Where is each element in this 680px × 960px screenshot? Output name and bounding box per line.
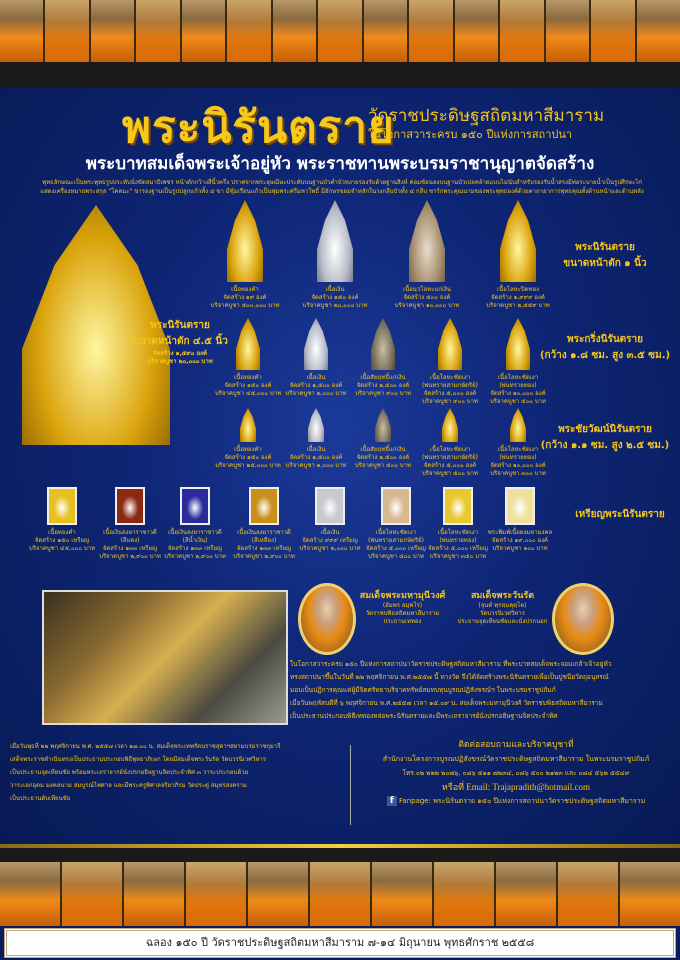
monk-photo: [182, 0, 225, 62]
amulet-image: [506, 318, 530, 370]
amulet-price: บริจาคบูชา ๕๐๐,๐๐๐ บาท: [210, 302, 280, 309]
monk-photo: [558, 862, 618, 926]
group-size: ขนาดหน้าตัก ๑ นิ้ว: [563, 258, 647, 269]
occasion: ในโอกาสวาระครบ ๑๕๐ ปีแห่งการสถาปนา: [368, 128, 573, 141]
contact-email[interactable]: หรือที่ Email: Trajapradith@hotmail.com: [441, 782, 591, 792]
amulet-image: [438, 318, 462, 370]
history-line: มอบเป็นปฏิการคุณแด่ผู้มีจิตศรัทธาบริจาคทรัพย์สมทบทุนบูรณปฏิสังขรณ์ฯ ในพระบรมราชูปถัมภ์: [290, 686, 556, 694]
amulet-qty: จัดสร้าง ๑๓๓ เหรียญ: [167, 545, 223, 552]
photo-caption: [499, 62, 544, 88]
group-size: (กว้าง ๑.๘ ซม. สูง ๓.๕ ซม.): [539, 350, 671, 361]
amulet-name: เนื้อโลหะชัดเงา: [497, 446, 539, 453]
photo-caption: [544, 62, 589, 88]
bottom-photo-strip: [0, 862, 680, 926]
photo-caption: [136, 62, 181, 88]
monk-photo: [434, 862, 494, 926]
royal-permission: พระบาทสมเด็จพระเจ้าอยู่หัว พระราชทานพระบรมราชานุญาตจัดสร้าง: [85, 154, 595, 174]
ceremony-line: เป็นประธานดับเทียนชัย: [10, 795, 71, 802]
amulet-qty: จัดสร้าง ๑๓๓ เหรียญ: [102, 545, 158, 552]
amulet-name: เนื้อโลหะชัดเงา: [429, 374, 471, 381]
amulet-qty: จัดสร้าง ๕,๐๐๐ องค์: [423, 462, 477, 469]
amulet-price: บริจาคบูชา ๒,๐๐๐ บาท: [285, 390, 347, 397]
monk-photo: [227, 0, 270, 62]
amulet-price: บริจาคบูชา ๔๐๐ บาท: [368, 553, 424, 560]
ceremony-paragraph: [10, 740, 350, 805]
history-line: ในโอกาสวาระครบ ๑๕๐ ปีแห่งการสถาปนาวัดราชประดิษฐสถิตมหาสีมาราม ที่พระบาทสมเด็จพระจอมเกล้าเจ้าอยู่หัว: [290, 660, 612, 668]
amulet-qty: จัดสร้าง ๑๕๐ องค์: [311, 294, 359, 301]
monk-role: ประธานจุดเทียนชัยและนั่งปรกนอก: [457, 618, 548, 625]
photo-caption: [0, 62, 45, 88]
amulet-name: เนื้อทองคำ: [231, 286, 259, 293]
amulet-name: เนื้อโลหะชัดเงา: [429, 446, 471, 453]
ceremony-photo: [42, 590, 288, 725]
amulet-qty: จัดสร้าง ๑๙ องค์: [223, 294, 267, 301]
photo-caption: [247, 848, 309, 862]
monk-photo: [364, 0, 407, 62]
group-title: เหรียญพระนิรันตราย: [575, 509, 665, 520]
amulet-price: บริจาคบูชา ๑๐,๐๐๐ บาท: [394, 302, 460, 309]
monk-real-name: (อัมพร อมฺพโร): [382, 602, 423, 609]
monk-photo: [0, 0, 43, 62]
description: [12, 178, 672, 196]
monk-photo: [620, 862, 680, 926]
monk-photo: [91, 0, 134, 62]
monk-photo: [409, 0, 452, 62]
amulet-image: [304, 318, 328, 370]
description-line: พุทธลักษณะเป็นพระพุทธรูปประทับนั่งขัดสมาธิเพชร หน้าตักกว้างสี่นิ้วครึ่ง ปราศจากพระอุษณีษะประดับบนฐานบัวค่ำบัวหงายรองรับด้วยฐานสิงห์ ค่อมซ้อนลงบนฐานบัวเปลคล้ายแบบไม่นับสำหรับรองรับน้ำสรงมีท่อระบายน้ำเป็นรูปศีรษะไก่: [42, 179, 642, 186]
main-statue-name: พระนิรันตราย: [150, 320, 210, 331]
photo-caption: [618, 848, 680, 862]
fanpage-link[interactable]: [355, 794, 677, 808]
history-paragraph: [290, 658, 678, 723]
amulet-name: เนื้อเงิน: [306, 374, 326, 381]
amulet-qty: จัดสร้าง ๑๐,๐๐๐ องค์: [490, 390, 546, 397]
amulet-price: บริจาคบูชา ๕๐๐ บาท: [422, 470, 478, 477]
amulet-qty: จัดสร้าง ๑๐,๐๐๐ องค์: [490, 462, 546, 469]
amulet-qty: จัดสร้าง ๙๙๙ เหรียญ: [302, 537, 358, 544]
group-label: [530, 240, 680, 272]
monk-photo: [496, 862, 556, 926]
group-label: [560, 507, 680, 523]
amulet-price: บริจาคบูชา ๔๕,๐๐๐ บาท: [214, 390, 282, 397]
amulet-price: บริจาคบูชา ๑,๐๐๐ บาท: [285, 462, 347, 469]
amulet-name: เนื้อโลหะชัดเงา: [437, 529, 479, 536]
photo-caption: [317, 62, 362, 88]
amulet-price: บริจาคบูชา ๕๐๐ บาท: [355, 462, 411, 469]
photo-caption: [408, 62, 453, 88]
amulet-name: เนื้อทองคำ: [48, 529, 76, 536]
amulet-name: เนื้อโลหะปิดทอง: [496, 286, 540, 293]
top-photo-strip: [0, 0, 680, 62]
amulet-qty: จัดสร้าง ๑,๕๐๐ องค์: [289, 382, 343, 389]
monk-name: สมเด็จพระวันรัต: [470, 591, 535, 601]
footer-banner: ฉลอง ๑๕๐ ปี วัดราชประดิษฐสถิตมหาสีมาราม ๗-๑๔ มิถุนายน พุทธศักราช ๒๕๕๘: [4, 928, 676, 958]
monk-photo: [124, 862, 184, 926]
amulet-image: [381, 487, 411, 525]
amulet-qty: จัดสร้าง ๕,๐๐๐ องค์: [423, 390, 477, 397]
main-statue-qty: จัดสร้าง ๑,๕๙๐ องค์: [152, 350, 207, 357]
amulet-item: [290, 200, 380, 310]
amulet-qty: จัดสร้าง ๑๕๐ องค์: [224, 454, 272, 461]
amulet-qty: จัดสร้าง ๑๕๐ องค์: [224, 382, 272, 389]
group-size: (กว้าง ๑.๑ ซม. สูง ๒.๕ ซม.): [540, 440, 670, 451]
history-line: เป็นประธานประกอบพิธีเททองหล่อพระนิรันตรายและมีพระเถราจารย์นั่งปรกอธิษฐานจิตประจำทิศ: [290, 712, 558, 720]
monk-photo: [45, 0, 88, 62]
photo-caption: [45, 62, 90, 88]
amulet-image: [443, 487, 473, 525]
monk-temple: วัดราชบพิธสถิตมหาสีมาราม: [365, 610, 440, 617]
monk-role: ประธานเททอง: [383, 618, 422, 625]
fanpage-text: Fanpage: พระนิรันตราย ๑๕๐ ปีแห่งการสถาปนาวัดราชประดิษฐสถิตมหาสีมาราม: [399, 797, 646, 805]
amulet-name: เนื้อทองคำ: [234, 446, 262, 453]
amulet-qty: จัดสร้าง ๑๙,๐๐๐ องค์: [491, 537, 549, 544]
amulet-item: [382, 200, 472, 310]
amulet-image: [371, 318, 395, 370]
amulet-name: (พ่นทรายสามกษัตริย์): [421, 454, 478, 461]
amulet-price: บริจาคบูชา ๑๐๐ บาท: [492, 545, 548, 552]
monk-temple: วัดบวรนิเวศวิหาร: [480, 610, 525, 617]
amulet-name: เนื้อโลหะชัดเงา: [497, 374, 539, 381]
amulet-price: บริจาคบูชา ๒,๐๐๐ บาท: [299, 545, 361, 552]
contact-block: [355, 738, 677, 808]
amulet-name: เนื้อทองคำ: [234, 374, 262, 381]
ceremony-line: เป็นประธานจุดเทียนชัย พร้อมพระเถราจารย์นั่งปรกอธิษฐานจิตประจำทิศ ๓ วาระประกอบด้วย: [10, 769, 249, 776]
monk-photo: [62, 862, 122, 926]
amulet-image: [510, 408, 526, 442]
facebook-icon: f: [387, 796, 397, 806]
amulet-price: บริจาคบูชา ๙๐๐ บาท: [355, 390, 411, 397]
monk-photo: [273, 0, 316, 62]
photo-caption: [589, 62, 634, 88]
amulet-qty: จัดสร้าง ๑๓๓ เหรียญ: [236, 545, 292, 552]
monk-photo: [310, 862, 370, 926]
main-statue-price: บริจาคบูชา ๒๐,๐๐๐ บาท: [147, 358, 213, 365]
group-title: พระนิรันตราย: [575, 242, 635, 253]
amulet-qty: จัดสร้าง ๑,๕๐๐ องค์: [356, 454, 410, 461]
history-line: ทรงสถาปนาขึ้นในวันที่ ๒๒ พฤศจิกายน พ.ศ.๒๕๕๗ นี้ ทางวัด จึงได้จัดสร้างพระนิรันตรายเพื่อเป็นปูชนียวัตถุอนุสรณ์: [290, 673, 609, 681]
amulet-qty: จัดสร้าง ๕,๐๐๐ เหรียญ: [366, 545, 426, 552]
amulet-image: [227, 200, 263, 282]
amulet-image: [505, 487, 535, 525]
poster-title: พระนิรันตราย: [122, 102, 395, 153]
amulet-price: บริจาคบูชา ๒,๕๕๙ บาท: [486, 302, 550, 309]
amulet-qty: จัดสร้าง ๕,๐๐๐ เหรียญ: [428, 545, 488, 552]
amulet-image: [315, 487, 345, 525]
amulet-name: (พ่นทรายทอง): [439, 537, 477, 544]
amulet-price: บริจาคบูชา ๒,๙๐๐ บาท: [164, 553, 226, 560]
amulet-name: (สีแดง): [120, 537, 140, 544]
photo-caption: [124, 848, 186, 862]
amulet-image: [47, 487, 77, 525]
amulet-image: [249, 487, 279, 525]
amulet-name: เนื้อสัมฤทธิ์แก่เงิน: [360, 374, 406, 381]
monk-real-name: (จุนท์ พฺรหฺมคุตฺโต): [478, 602, 527, 609]
amulet-price: บริจาคบูชา ๔๕,๐๐๐ บาท: [28, 545, 96, 552]
amulet-image: [236, 318, 260, 370]
amulet-price: บริจาคบูชา ๓๕๐ บาท: [429, 553, 487, 560]
amulet-name: เนื้อนวโลหะแก่เงิน: [403, 286, 451, 293]
amulet-qty: จัดสร้าง ๑,๕๐๐ องค์: [289, 454, 343, 461]
amulet-image: [308, 408, 324, 442]
monk-photo: [546, 0, 589, 62]
amulet-qty: จัดสร้าง ๑๕๐ เหรียญ: [34, 537, 90, 544]
group-label: [530, 332, 680, 364]
amulet-name: (สีน้ำเงิน): [182, 537, 208, 544]
amulet-image: [240, 408, 256, 442]
amulet-name: เนื้อโลหะชัดเงา: [375, 529, 417, 536]
photo-caption: [556, 848, 618, 862]
amulet-name: เนื้อเงินลงยาราชาวดี: [168, 529, 222, 536]
main-statue-size: ขนาดหน้าตัก ๔.๕ นิ้ว: [132, 336, 228, 347]
photo-caption: [635, 62, 680, 88]
amulet-price: บริจาคบูชา ๙๐๐ บาท: [422, 398, 478, 405]
amulet-name: เนื้อเงิน: [306, 446, 326, 453]
amulet-name: (พ่นทรายทอง): [499, 454, 537, 461]
photo-caption: [0, 848, 62, 862]
photo-caption: [91, 62, 136, 88]
amulet-item: [200, 200, 290, 310]
photo-caption: [371, 848, 433, 862]
amulet-name: เนื้อเงินลงยาราชาวดี: [237, 529, 291, 536]
amulet-price: บริจาคบูชา ๓๐๐ บาท: [490, 470, 546, 477]
monk-portrait-2: [552, 583, 614, 655]
monk-portrait-1: [298, 583, 356, 655]
monk-photo: [136, 0, 179, 62]
monk-photo: [318, 0, 361, 62]
contact-heading: ติดต่อสอบถามและบริจาคบูชาที่: [458, 740, 574, 750]
amulet-name: (สีเหลือง): [251, 537, 277, 544]
amulet-price: บริจาคบูชา ๒,๙๐๐ บาท: [99, 553, 161, 560]
contact-phone: โทร.๐๒ ๒๒๒ ๒๐๗๖, ๐๘๖ ๕๑๑ ๗๒๓๔, ๐๘๖ ๕๐๐ ๒๑๒๓ และ ๐๘๔ ๕๖๒ ๕๕๔๙: [402, 769, 630, 777]
monk-photo: [637, 0, 680, 62]
amulet-qty: จัดสร้าง ๑,๕๐๐ องค์: [356, 382, 410, 389]
amulet-image: [115, 487, 145, 525]
photo-caption: [363, 62, 408, 88]
monk-photo: [372, 862, 432, 926]
photo-caption: [62, 848, 124, 862]
photo-caption: [453, 62, 498, 88]
amulet-qty: จัดสร้าง ๕๐๐ องค์: [403, 294, 451, 301]
amulet-name: (พ่นทรายสามกษัตริย์): [421, 382, 478, 389]
history-line: เมื่อวันพฤหัสบดีที่ ๖ พฤศจิกายน พ.ศ.๒๕๕๗ เวลา ๑๕.๐๙ น. สมเด็จพระมหามุนีวงศ์ วัดราชบพิธสถิตมหาสีมาราม: [290, 699, 603, 707]
photo-caption: [181, 62, 226, 88]
monk-photo: [455, 0, 498, 62]
amulet-price: บริจาคบูชา ๕๐๐ บาท: [490, 398, 546, 405]
photo-caption: [433, 848, 495, 862]
ceremony-line: เสด็จพระราชดำเนินทรงเป็นประธานประกอบพิธีพุทธาภิเษก โดยมีสมเด็จพระวันรัต วัดบวรนิเวศวิหาร: [10, 756, 267, 763]
divider: [350, 745, 351, 825]
amulet-name: (พ่นทรายสามกษัตริย์): [367, 537, 424, 544]
group-label: [530, 422, 680, 454]
contact-office: สำนักงานโครงการบูรณปฏิสังขรณ์วัดราชประดิษฐสถิตมหาสีมาราม ในพระบรมราชูปถัมภ์: [382, 755, 650, 763]
temple-name: วัดราชประดิษฐสถิตมหาสีมาราม: [368, 106, 605, 126]
amulet-name: เนื้อเงิน: [320, 529, 340, 536]
monk-photo: [591, 0, 634, 62]
monk-photo: [248, 862, 308, 926]
photo-caption: [227, 62, 272, 88]
top-photo-captions: [0, 62, 680, 88]
amulet-name: (พ่นทรายทอง): [499, 382, 537, 389]
amulet-price: บริจาคบูชา ๒๐,๐๐๐ บาท: [302, 302, 368, 309]
photo-caption: [309, 848, 371, 862]
amulet-qty: จัดสร้าง ๑,๙๙๙ องค์: [491, 294, 545, 301]
ceremony-line: เมื่อวันพุธที่ ๒๒ พฤศจิกายน พ.ศ. ๒๕๕๗ เวลา ๑๗.๐๐ น. สมเด็จพระเทพรัตนราชสุดาฯสยามบรมราชกุมารี: [10, 743, 281, 750]
monk-photo: [500, 0, 543, 62]
amulet-name: พระพิมพ์เนื้อผงมหามงคล: [487, 529, 553, 536]
amulet-image: [442, 408, 458, 442]
photo-caption: [495, 848, 557, 862]
amulet-image: [317, 200, 353, 282]
group-title: พระกริ่งนิรันตราย: [566, 334, 644, 345]
bottom-photo-captions: [0, 848, 680, 862]
amulet-name: เนื้อสัมฤทธิ์แก่เงิน: [360, 446, 406, 453]
amulet-image: [375, 408, 391, 442]
amulet-image: [409, 200, 445, 282]
amulet-item: [475, 487, 565, 553]
monk-photo: [186, 862, 246, 926]
monk-name: สมเด็จพระมหามุนีวงศ์: [359, 591, 446, 601]
amulet-price: บริจาคบูชา ๒๕,๐๐๐ บาท: [215, 462, 281, 469]
photo-caption: [272, 62, 317, 88]
ceremony-line: วาระเอกอุดม มงคลนาม สมบูรณ์ไพศาล และมีพระครูพิศาลจริยาภิรม วัดประดู่ สมุทรสงคราม: [10, 782, 247, 789]
amulet-price: บริจาคบูชา ๒,๙๐๐ บาท: [233, 553, 295, 560]
group-title: พระชัยวัฒน์นิรันตราย: [558, 424, 652, 435]
amulet-name: เนื้อเงินลงยาราชาวดี: [103, 529, 157, 536]
description-line: แสดงเครื่องหมายพระสกุล "โคตมะ" ขารองฐานเป็นรูปปลูกแก้วทั้ง ๔ ขา มีซุ้มเรือนแก้วเป็นพุ่มพระศรีมหาโพธิ์ มีอักษรขอมจำหลักในวงกลีบบัวทั้ง ๔ กลีบ ซาร์กพระคุณนามของพระพุทธองค์ด้วยคาถาอาการพุทธคุณทั้งด้านหน้าและด้านหลัง: [40, 188, 644, 195]
monk-photo: [0, 862, 60, 926]
amulet-name: เนื้อเงิน: [325, 286, 345, 293]
photo-caption: [185, 848, 247, 862]
monk-1-info: [355, 588, 450, 626]
amulet-image: [180, 487, 210, 525]
monk-2-info: [450, 588, 555, 626]
